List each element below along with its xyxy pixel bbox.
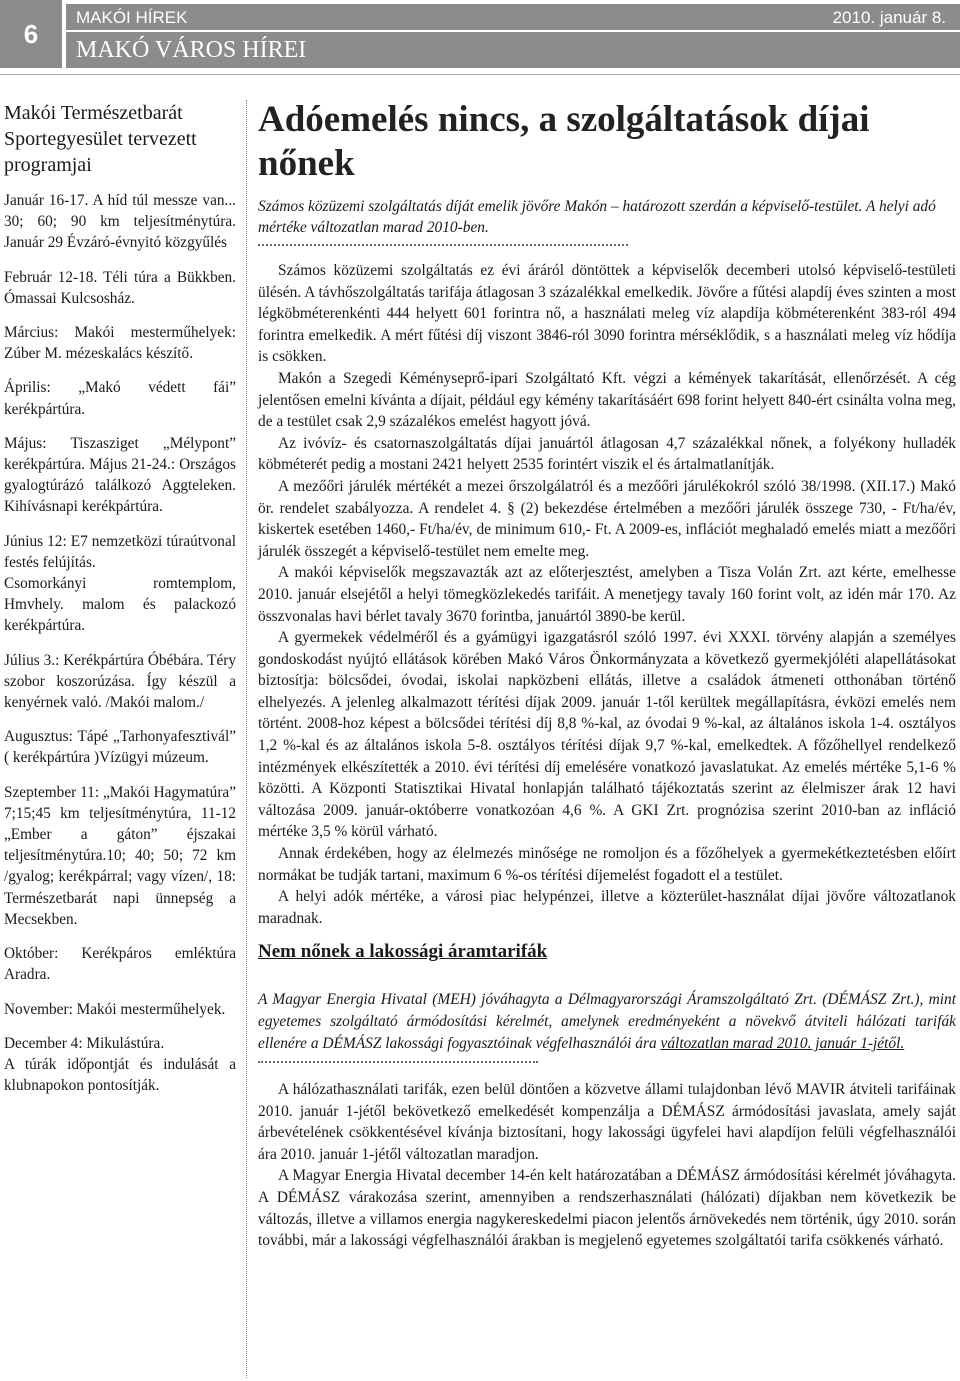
article2-lead — [258, 989, 956, 1055]
sidebar-item: Július 3.: Kerékpártúra Óbébára. Téry szobor koszorúzása. Így készül a kenyérnek való. /Makói malom./ — [4, 651, 236, 712]
dotted-separator — [258, 1061, 538, 1063]
sidebar-item: A túrák időpontját és indulását a klubnapokon pontosítják. — [4, 1055, 236, 1095]
sidebar-item: Március: Makói mesterműhelyek: Zúber M. mézeskalács készítő. — [4, 324, 236, 363]
article2-headline: Nem nőnek a lakossági áramtarifák — [258, 941, 548, 963]
subtitle-band — [66, 32, 960, 68]
section-subtitle: MAKÓ VÁROS HÍREI — [76, 37, 307, 63]
article-paragraph: A gyermekek védelméről és a gyámügyi igazgatásról szóló 1997. évi XXXI. törvény alapján a személyes gondoskodást nyújtó ellátások körében Makó Város Önkormányzata a következő gyermekjóléti alapellátásokat biztosítja: bölcsődei, óvodai, iskolai napközbeni ellátás, illetve a családok átmeneti otthonában történő elhelyezés. A jelenleg alkalmazott térítési díjak 2009. január 1-től kerültek megállapításra, évközi emelés nem történt. 2008-hoz képest a bölcsődei térítési díj 8,8 %-kal, az óvodai 9 %-kal, az általános iskola 1-4. osztályos 1,2 %-kal és az általános iskola 5-8. osztályos térítési díjak 9,7 %-kal, emelkedtek. A főzőhellyel rendelkező intézmények elkészítették a 2010. évi térítési díj emelésére vonatkozó javaslatukat. Az emelés mértéke 5,1-6 % közötti. A Központi Statisztikai Hivatal honlapján található tájékoztatás szerint az élelmiszer árak 12 havi változása 2009. január-októberre vonatkozóan 4,6 %. A GKI Zrt. prognózisa szerint 2010-ban az infláció mértéke 3,5 % körül várható. — [258, 629, 956, 841]
header-rule — [0, 74, 960, 75]
sidebar-item: Augusztus: Tápé „Tarhonyafesztivál” ( kerékpártúra )Vízügyi múzeum. — [4, 728, 236, 767]
sidebar-item: Január 16-17. A híd túl messze van... 30; 60; 90 km teljesítménytúra. Január 29 Évzáró-évnyitó közgyűlés — [4, 192, 236, 252]
sidebar-item: Június 12: E7 nemzetközi túraútvonal festés felújítás. — [4, 532, 236, 571]
article-headline: Adóemelés nincs, a szolgáltatások díjai nőnek — [258, 99, 870, 184]
article2-paragraph: A hálózathasználati tarifák, ezen belül döntően a közvetve állami tulajdonban lévő MAVIR átviteli tarifáinak 2010. január 1-jétől bekövetkező emelkedését kompenzálja a DÉMÁSZ ármódosítási javaslata, amely saját árbevételének csökkentésével kívánja biztosítani, hogy lakossági ügyfelei havi alapdíjon felüli végfelhasználói ára 2010. január 1-jétől változatlan maradjon. — [258, 1081, 956, 1163]
header-band — [66, 4, 960, 30]
article-paragraph: Annak érdekében, hogy az élelmezés minősége ne romoljon és a főzőhelyek a gyermekétkeztetésben előírt normákat be tudják tartani, maximum 6 %-os térítési díjemelést fogadott el a testület. — [258, 845, 956, 884]
main-column — [258, 98, 956, 1252]
dotted-separator — [258, 244, 628, 246]
page-number: 6 — [0, 0, 62, 68]
article-paragraph: A makói képviselők megszavazták azt az előterjesztést, amelyben a Tisza Volán Zrt. azt kérte, emelhesse 2010. január elsejétől a helyi tömegközlekedés tarifáit. A menetjegy tavaly 160 forint volt, az idén már 170. Az összvonalas havi bérlet tavaly 3670 forintba, januártól 3890-be kerül. — [258, 564, 956, 625]
article2-lead-underlined: változatlan marad 2010. január 1-jétől. — [660, 1035, 905, 1052]
sidebar-title: Makói Természetbarát Sportegyesület tervezett programjai — [4, 102, 197, 176]
section-name: MAKÓI HÍREK — [76, 8, 188, 27]
article2-paragraph: A Magyar Energia Hivatal december 14-én kelt határozatában a DÉMÁSZ ármódosítási kérelmét jóváhagyta. A DÉMÁSZ várakozása szerint, amennyiben a rendszerhasználati (hálózati) díjakban nem következik be változás, illetve a villamos energia nagykereskedelmi piacon jelentős árnövekedés nem történik, úgy 2010. során további, már a lakossági végfelhasználói árakban is megjelenő egyetemes szolgáltatói tarifa csökkenés várható. — [258, 1167, 956, 1250]
article-paragraph: Az ivóvíz- és csatornaszolgáltatás díjai januártól átlagosan 4,7 százalékkal nőnek, a folyékony hulladék köbméterét pedig a mostani 2421 helyett 2535 forintért viszik el és ártalmatlanítják. — [258, 434, 956, 474]
column-divider — [246, 100, 247, 1378]
sidebar-item: Április: „Makó védett fái” kerékpártúra. — [4, 379, 236, 418]
sidebar-item: Szeptember 11: „Makói Hagymatúra” 7;15;45 km teljesítménytúra, 11-12 „Ember a gáton” éjszakai teljesítménytúra.10; 40; 50; 72 km /gyalog; kerékpárral; vagy vízen/, 18: Természetbarát napi ünnepség a Mecsekben. — [4, 783, 236, 928]
article2-lead-text: A Magyar Energia Hivatal (MEH) jóváhagyta a Délmagyarországi Áramszolgáltató Zrt. (DÉMÁSZ Zrt.), mint egyetemes szolgáltató ármódosítási kérelmét, amelynek eredményeként a növekvő átviteli hálózati tarifák ellenére a DÉMÁSZ lakossági fogyasztóinak végfelhasználói ára — [258, 991, 956, 1052]
sidebar-item: December 4: Mikulástúra. — [4, 1034, 165, 1052]
sidebar-item: Október: Kerékpáros emléktúra Aradra. — [4, 945, 236, 984]
sidebar-item: Május: Tiszasziget „Mélypont” kerékpártúra. Május 21-24.: Országos gyalogtúrázó találkozó Aggteleken. Kihívásnapi kerékpártúra. — [4, 434, 236, 516]
sidebar-column — [4, 100, 236, 1096]
article-paragraph: A helyi adók mértéke, a városi piac helypénzei, illetve a közterület-használat díjai jövőre változatlanok maradnak. — [258, 888, 956, 927]
sidebar-item: Csomorkányi romtemplom, Hmvhely. malom és palackozó kerékpártúra. — [4, 575, 236, 635]
article-lead: Számos közüzemi szolgáltatás díját emelik jövőre Makón – határozott szerdán a képviselő-testület. A helyi adó mértéke változatlan marad 2010-ben. — [258, 198, 936, 236]
sidebar-item: Február 12-18. Téli túra a Bükkben. Ómassai Kulcsosház. — [4, 268, 236, 307]
sidebar-item: November: Makói mesterműhelyek. — [4, 1000, 226, 1018]
issue-date: 2010. január 8. — [832, 8, 946, 27]
article-paragraph: Számos közüzemi szolgáltatás ez évi áráról döntöttek a képviselők decemberi utolsó képviselő-testületi ülésén. A távhőszolgáltatás tarifája átlagosan 3 százalékkal emelkedik. Jövőre a fűtési alapdíj éves szinten a most légköbméterenkénti 444 helyett 601 forintra nő, a használati meleg víz alapdíja köbméterenként 383-ról 494 forintra emelkedik. A mért fűtési díj viszont 3846-ról 3090 forintra mérséklődik, s a használati meleg víz hődíja is csökken. — [258, 262, 956, 366]
article-paragraph: A mezőőri járulék mértékét a mezei őrszolgálatról és a mezőőri járulékokról szóló 38/1998. (XII.17.) Makó ör. rendelet szabályozza. A rendelet 4. § (2) bekezdése értelmében a mezőőri járulék összege 730, - Ft/ha/év, kiskertek esetében 1460,- Ft/ha/év, de minimum 610,- Ft. A 2009-es, inflációt meghaladó emelés miatt a mezőőri járulék összegét a képviselő-testület nem emelte meg. — [258, 477, 956, 560]
page-header — [0, 0, 960, 78]
article-paragraph: Makón a Szegedi Kéményseprő-ipari Szolgáltató Kft. végzi a kémények takarítását, ellenőrzését. A cég jelentősen emelni kívánta a díjait, például egy kémény takarításáért 698 forint helyett 840-ért csinálta volna meg, de a testület csak 2,9 százalékos emelést hagyott jóvá. — [258, 369, 956, 431]
